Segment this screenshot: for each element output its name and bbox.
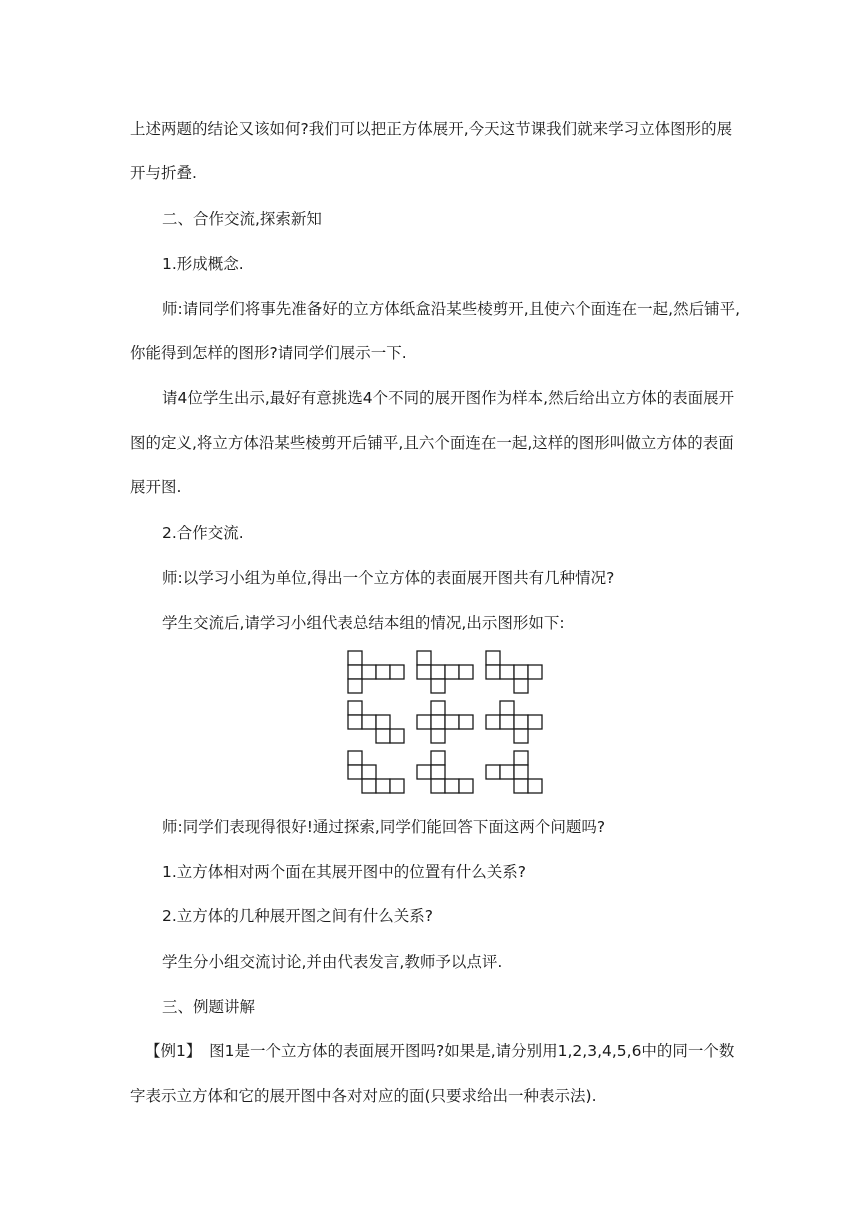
net-square [459, 779, 473, 793]
cube-nets-figure [345, 648, 545, 798]
net-square [376, 665, 390, 679]
net-square [445, 665, 459, 679]
net-square [528, 665, 542, 679]
net-square [431, 765, 445, 779]
net-square [431, 729, 445, 743]
paragraph-line: 展开图. [130, 478, 182, 496]
net-square [362, 715, 376, 729]
paragraph-line: 上述两题的结论又该如何?我们可以把正方体展开,今天这节课我们就来学习立体图形的展 [130, 120, 733, 138]
net-square [348, 679, 362, 693]
net-square [417, 715, 431, 729]
section-heading: 二、合作交流,探索新知 [162, 210, 322, 228]
cube-net [417, 701, 473, 743]
paragraph-line: 学生交流后,请学习小组代表总结本组的情况,出示图形如下: [162, 614, 565, 632]
net-square [362, 779, 376, 793]
net-square [514, 679, 528, 693]
subsection-heading: 2.合作交流. [162, 524, 244, 542]
net-square [348, 665, 362, 679]
net-square [528, 715, 542, 729]
cube-net [486, 651, 542, 693]
net-square [376, 729, 390, 743]
paragraph-line: 师:以学习小组为单位,得出一个立方体的表面展开图共有几种情况? [162, 569, 615, 587]
paragraph-line: 学生分小组交流讨论,并由代表发言,教师予以点评. [162, 953, 503, 971]
net-square [486, 665, 500, 679]
net-square [390, 665, 404, 679]
net-square [500, 765, 514, 779]
question-line: 2.立方体的几种展开图之间有什么关系? [162, 907, 434, 925]
net-square [514, 751, 528, 765]
paragraph-line: 开与折叠. [130, 164, 197, 182]
question-line: 1.立方体相对两个面在其展开图中的位置有什么关系? [162, 863, 527, 881]
net-square [431, 701, 445, 715]
paragraph-line: 你能得到怎样的图形?请同学们展示一下. [130, 344, 407, 362]
net-square [362, 665, 376, 679]
paragraph-line: 师:同学们表现得很好!通过探索,同学们能回答下面这两个问题吗? [162, 818, 606, 836]
net-square [417, 665, 431, 679]
net-square [514, 715, 528, 729]
net-square [376, 779, 390, 793]
net-square [348, 765, 362, 779]
cube-net [486, 701, 542, 743]
net-square [376, 715, 390, 729]
net-square [528, 779, 542, 793]
net-square [362, 765, 376, 779]
net-square [514, 765, 528, 779]
cube-net [417, 751, 473, 793]
net-square [459, 715, 473, 729]
net-square [431, 715, 445, 729]
example-line: 【例1】 图1是一个立方体的表面展开图吗?如果是,请分别用1,2,3,4,5,6中的同一个数 [145, 1042, 735, 1060]
net-square [431, 665, 445, 679]
net-square [431, 751, 445, 765]
net-square [486, 765, 500, 779]
net-square [486, 651, 500, 665]
cube-net [348, 651, 404, 693]
paragraph-line: 请4位学生出示,最好有意挑选4个不同的展开图作为样本,然后给出立方体的表面展开 [162, 389, 735, 407]
net-square [514, 779, 528, 793]
net-square [390, 779, 404, 793]
cube-net [486, 751, 542, 793]
cube-net [348, 701, 404, 743]
subsection-heading: 1.形成概念. [162, 255, 244, 273]
net-square [348, 715, 362, 729]
net-square [431, 679, 445, 693]
paragraph-line: 师:请同学们将事先准备好的立方体纸盒沿某些棱剪开,且使六个面连在一起,然后铺平, [162, 300, 741, 318]
net-square [417, 651, 431, 665]
net-square [348, 651, 362, 665]
net-square [500, 701, 514, 715]
section-heading: 三、例题讲解 [162, 998, 256, 1016]
net-square [500, 715, 514, 729]
net-square [431, 779, 445, 793]
net-square [348, 751, 362, 765]
net-square [500, 665, 514, 679]
net-square [486, 715, 500, 729]
net-square [459, 665, 473, 679]
cube-net [348, 751, 404, 793]
net-square [417, 765, 431, 779]
net-square [445, 779, 459, 793]
example-line: 字表示立方体和它的展开图中各对对应的面(只要求给出一种表示法). [130, 1087, 597, 1105]
net-square [514, 729, 528, 743]
net-square [348, 701, 362, 715]
net-square [514, 665, 528, 679]
net-square [445, 715, 459, 729]
cube-net [417, 651, 473, 693]
paragraph-line: 图的定义,将立方体沿某些棱剪开后铺平,且六个面连在一起,这样的图形叫做立方体的表面 [130, 434, 734, 452]
net-square [390, 729, 404, 743]
